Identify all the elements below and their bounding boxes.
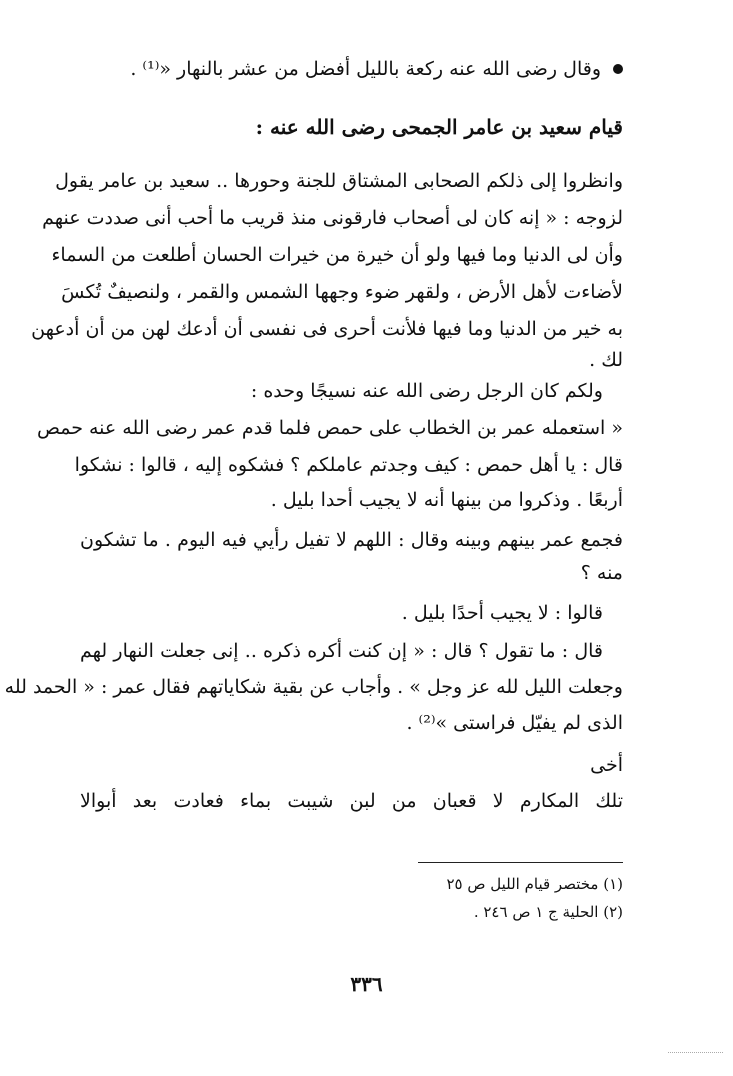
paragraph-line: أربعًا . وذكروا من بينها أنه لا يجيب أحدا بليل .	[270, 489, 623, 511]
paragraph-line: الذى لم يفيّل فراستى »⁽²⁾ .	[406, 712, 623, 734]
address-word: أخى	[590, 754, 623, 776]
paragraph-line: لزوجه : « إنه كان لى أصحاب فارقونى منذ قريب ما أحب أنى صددت عنهم	[42, 207, 623, 229]
verse-word: من	[391, 790, 417, 812]
verse-word: أبوالا	[80, 790, 117, 812]
paragraph-line: قال : يا أهل حمص : كيف وجدتم عاملكم ؟ فشكوه إليه ، قالوا : نشكوا	[74, 454, 623, 476]
footnote: (٢) الحلية ج ١ ص ٢٤٦ .	[473, 903, 623, 921]
verse-word: المكارم	[519, 790, 580, 812]
verse-word: بعد	[132, 790, 158, 812]
section-heading: قيام سعيد بن عامر الجمحى رضى الله عنه :	[255, 115, 623, 139]
verse-word: لا	[492, 790, 504, 812]
paragraph-line: به خير من الدنيا وما فيها فلأنت أحرى فى نفسى أن أدعك لهن من أن أدعهن	[31, 318, 623, 340]
footnote: (١) مختصر قيام الليل ص ٢٥	[446, 875, 623, 893]
paragraph-line: لك .	[589, 349, 623, 371]
paragraph-line: ولكم كان الرجل رضى الله عنه نسيجًا وحده :	[250, 380, 603, 402]
footnote-divider	[418, 862, 623, 863]
paragraph-line: وانظروا إلى ذلكم الصحابى المشتاق للجنة وحورها .. سعيد بن عامر يقول	[55, 170, 623, 192]
paragraph-line: قالوا : لا يجيب أحدًا بليل .	[401, 602, 603, 624]
paragraph-line: فجمع عمر بينهم وبينه وقال : اللهم لا تفيل رأيي فيه اليوم . ما تشكون	[80, 529, 623, 551]
paragraph-line: « استعمله عمر بن الخطاب على حمص فلما قدم عمر رضى الله عنه حمص	[36, 417, 623, 439]
paragraph-line: منه ؟	[580, 562, 623, 584]
paragraph-line: وأن لى الدنيا وما فيها ولو أن خيرة من خيرات الحسان أطلعت من السماء	[51, 244, 623, 266]
scan-artifact	[668, 1052, 723, 1053]
paragraph-line: قال : ما تقول ؟ قال : « إن كنت أكره ذكره .. إنى جعلت النهار لهم	[80, 640, 603, 662]
verse-word: قعبان	[432, 790, 477, 812]
verse-word: بماء	[240, 790, 272, 812]
verse-word: لبن	[349, 790, 376, 812]
quote-line: وقال رضى الله عنه ركعة بالليل أفضل من عشر بالنهار «⁽¹⁾ .	[130, 58, 601, 80]
poetry-verse	[80, 786, 623, 816]
page-number: ٣٣٦	[350, 972, 383, 996]
bullet-icon	[613, 64, 623, 74]
paragraph-line: لأضاءت لأهل الأرض ، ولقهر ضوء وجهها الشمس والقمر ، ولنصيفٌ تُكسَ	[61, 281, 623, 303]
verse-word: شيبت	[287, 790, 334, 812]
paragraph-line: وجعلت الليل لله عز وجل » . وأجاب عن بقية شكاياتهم فقال عمر : « الحمد لله	[4, 676, 623, 698]
verse-word: تلك	[595, 790, 623, 812]
verse-word: فعادت	[173, 790, 224, 812]
